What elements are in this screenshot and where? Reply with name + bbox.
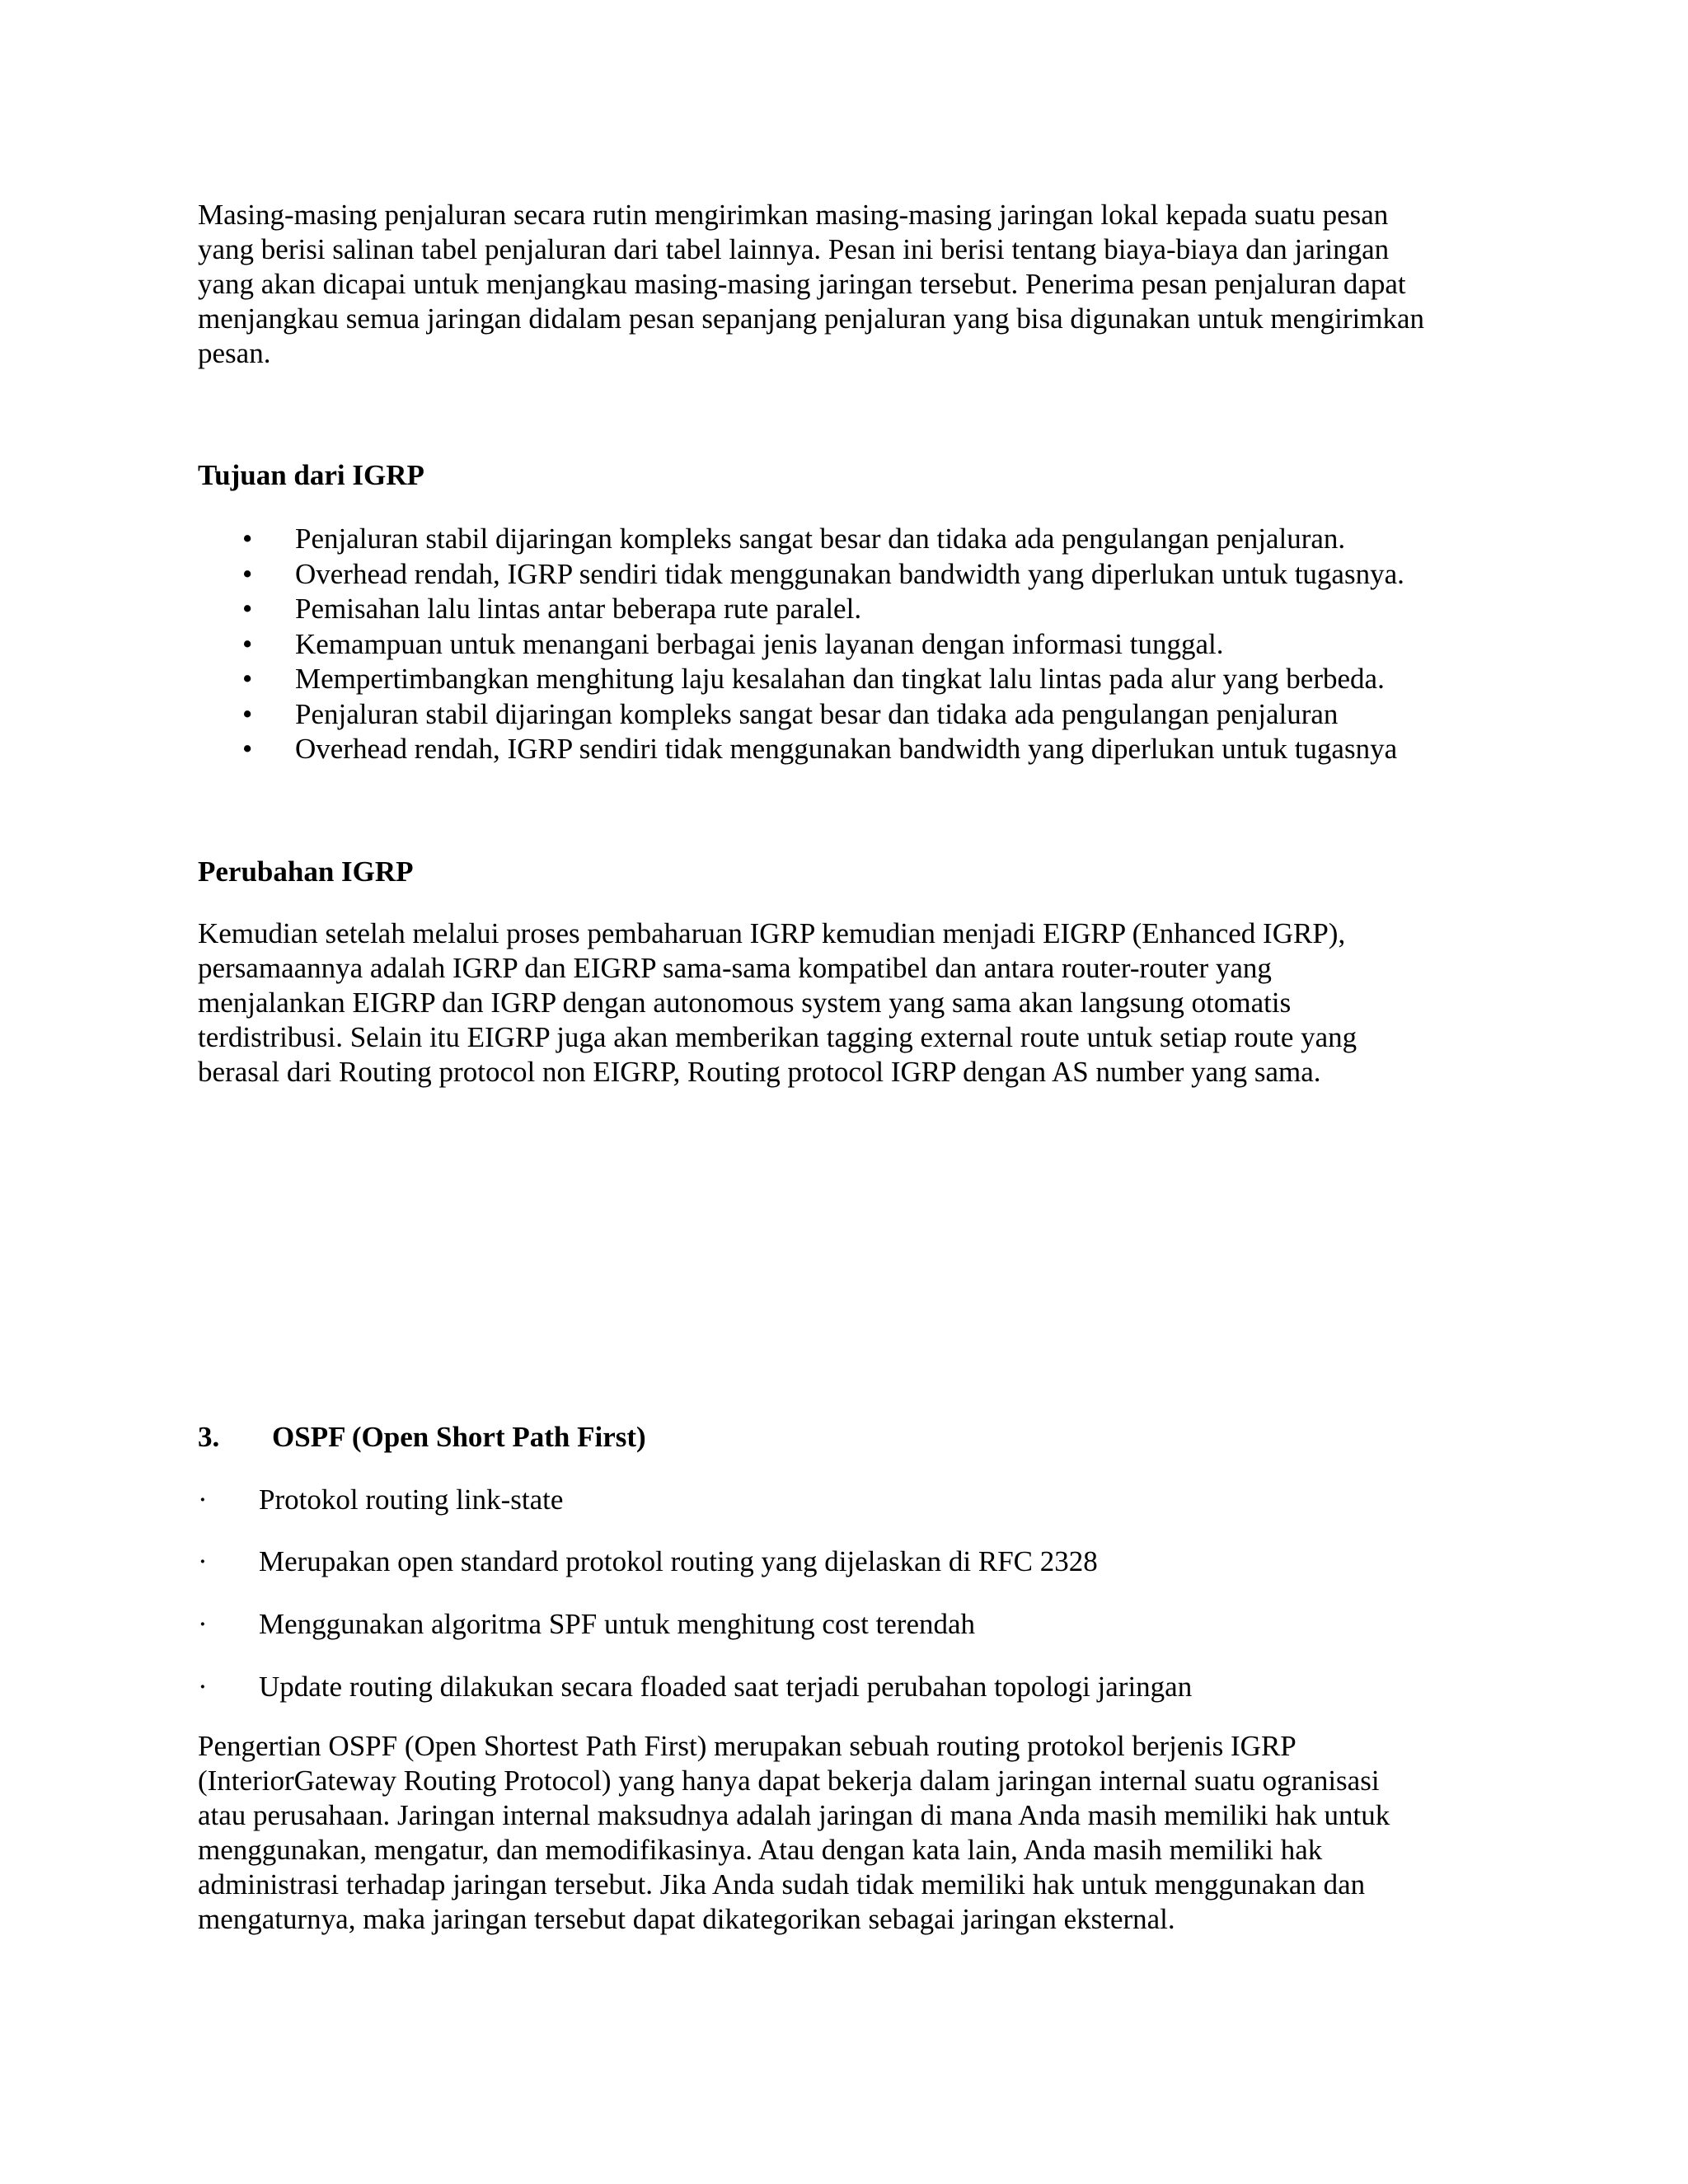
list-item [198,522,1517,557]
perubahan-line: terdistribusi. Selain itu EIGRP juga akan memberikan tagging external route untuk setiap route yang [198,1021,1357,1053]
list-item [198,557,1517,593]
ospf-paragraph [198,1729,1500,1937]
bullet-icon: • [242,557,253,590]
ospf-line: administrasi terhadap jaringan tersebut. Jika Anda sudah tidak memiliki hak untuk menggunakan dan [198,1868,1366,1900]
list-item-text: Pemisahan lalu lintas antar beberapa rute paralel. [295,593,862,625]
perubahan-line: Kemudian setelah melalui proses pembaharuan IGRP kemudian menjadi EIGRP (Enhanced IGRP), [198,917,1346,949]
intro-line: menjangkau semua jaringan didalam pesan sepanjang penjaluran yang bisa digunakan untuk mengirimkan [198,302,1425,335]
tujuan-heading: Tujuan dari IGRP [198,459,424,491]
list-item-text: Overhead rendah, IGRP sendiri tidak menggunakan bandwidth yang diperlukan untuk tugasnya [295,733,1398,765]
ospf-line: menggunakan, mengatur, dan memodifikasinya. Atau dengan kata lain, Anda masih memiliki hak [198,1834,1323,1866]
intro-line: pesan. [198,337,271,369]
section-number: 3. [198,1421,220,1453]
list-item-text: Menggunakan algoritma SPF untuk menghitung cost terendah [259,1608,976,1640]
list-item-text: Protokol routing link-state [259,1483,564,1516]
list-item [198,697,1517,733]
perubahan-line: persamaannya adalah IGRP dan EIGRP sama-sama kompatibel dan antara router-router yang [198,952,1272,984]
perubahan-line: berasal dari Routing protocol non EIGRP, Routing protocol IGRP dengan AS number yang sama. [198,1056,1321,1088]
intro-paragraph [198,198,1500,371]
middle-dot-icon: · [198,1608,208,1640]
section-title: OSPF (Open Short Path First) [272,1421,646,1453]
list-item [198,592,1517,627]
ospf-heading [198,1420,646,1455]
list-item [198,627,1517,663]
list-item-text: Kemampuan untuk menangani berbagai jenis layanan dengan informasi tunggal. [295,627,1224,660]
list-item [198,732,1517,767]
intro-line: yang berisi salinan tabel penjaluran dari tabel lainnya. Pesan ini berisi tentang biaya-biaya dan jaringan [198,233,1390,265]
middle-dot-icon: · [198,1545,208,1577]
tujuan-bullet-list [198,522,1517,767]
list-item-text: Penjaluran stabil dijaringan kompleks sangat besar dan tidaka ada pengulangan penjaluran. [295,523,1346,555]
ospf-line: (InteriorGateway Routing Protocol) yang hanya dapat bekerja dalam jaringan internal suatu ogranisasi [198,1765,1380,1797]
list-item-text: Merupakan open standard protokol routing yang dijelaskan di RFC 2328 [259,1545,1098,1577]
bullet-icon: • [242,733,253,765]
bullet-icon: • [242,523,253,555]
list-item [198,662,1517,697]
list-item-text: Overhead rendah, IGRP sendiri tidak menggunakan bandwidth yang diperlukan untuk tugasnya. [295,557,1404,590]
bullet-icon: • [242,697,253,730]
intro-line: Masing-masing penjaluran secara rutin mengirimkan masing-masing jaringan lokal kepada suatu pesan [198,199,1389,231]
perubahan-line: menjalankan EIGRP dan IGRP dengan autonomous system yang sama akan langsung otomatis [198,987,1292,1019]
middle-dot-icon: · [198,1483,208,1516]
perubahan-paragraph [198,916,1500,1090]
bullet-icon: • [242,663,253,695]
list-item-text: Penjaluran stabil dijaringan kompleks sangat besar dan tidaka ada pengulangan penjaluran [295,697,1339,730]
ospf-line: mengaturnya, maka jaringan tersebut dapat dikategorikan sebagai jaringan eksternal. [198,1903,1175,1935]
ospf-line: atau perusahaan. Jaringan internal maksudnya adalah jaringan di mana Anda masih memiliki hak untuk [198,1799,1390,1831]
list-item-text: Mempertimbangkan menghitung laju kesalahan dan tingkat lalu lintas pada alur yang berbeda. [295,663,1385,695]
middle-dot-icon: · [198,1671,208,1703]
perubahan-heading: Perubahan IGRP [198,855,414,888]
bullet-icon: • [242,627,253,660]
bullet-icon: • [242,593,253,625]
intro-line: yang akan dicapai untuk menjangkau masing-masing jaringan tersebut. Penerima pesan penjaluran dapat [198,268,1406,300]
list-item-text: Update routing dilakukan secara floaded saat terjadi perubahan topologi jaringan [259,1671,1193,1703]
ospf-line: Pengertian OSPF (Open Shortest Path First) merupakan sebuah routing protokol berjenis IGRP [198,1730,1296,1762]
